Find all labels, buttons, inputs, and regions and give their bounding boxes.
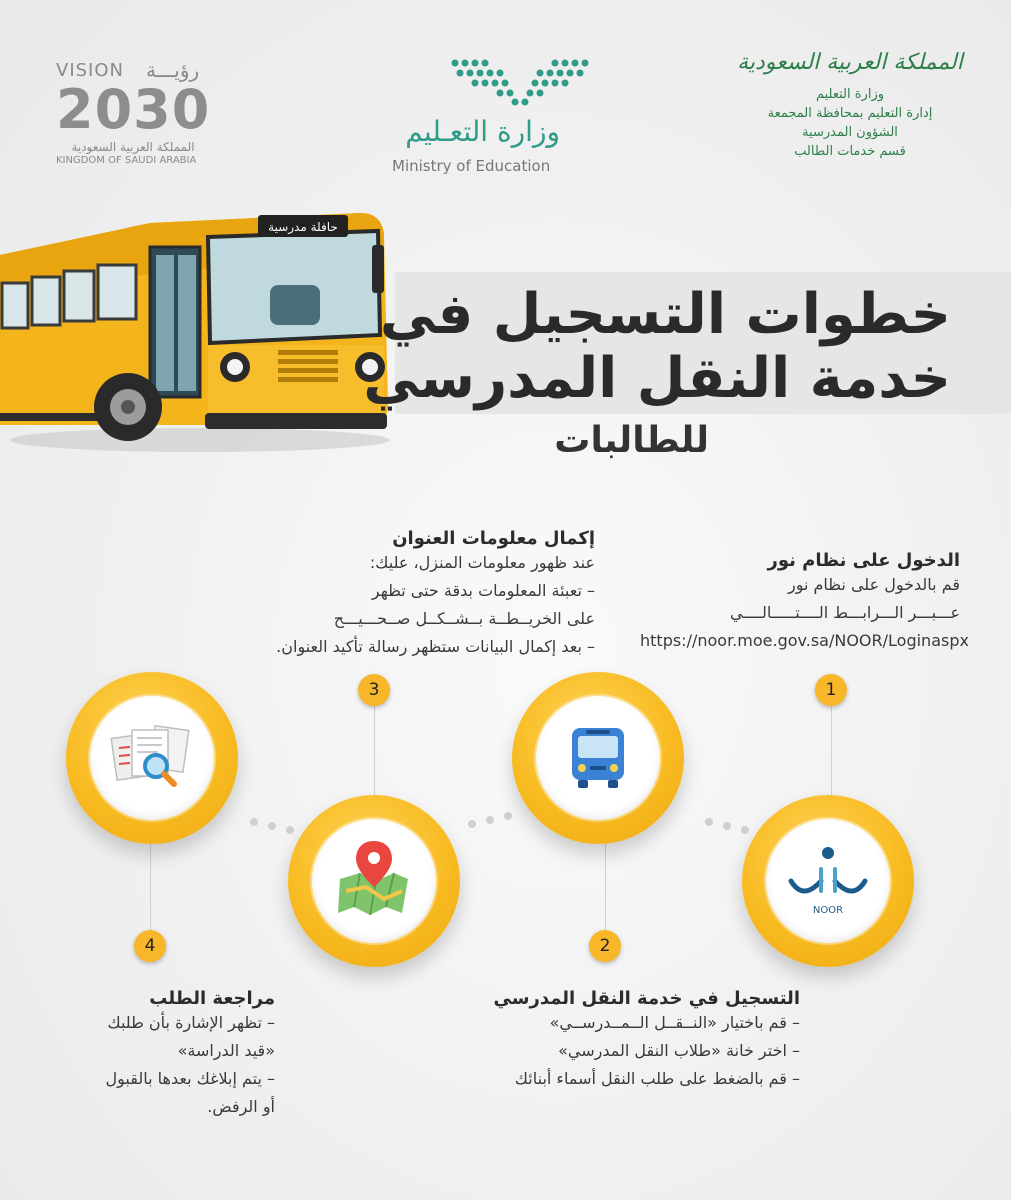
documents-search-icon [110, 722, 194, 794]
step-4-line: – تظهر الإشارة بأن طلبك [107, 1013, 275, 1032]
step-3-circle [288, 795, 460, 967]
connector-dot [468, 820, 476, 828]
connector-dot [286, 826, 294, 834]
connector-dot [741, 826, 749, 834]
connector-line [150, 835, 151, 935]
step-1-circle [742, 795, 914, 967]
noor-label: NOOR [812, 905, 844, 916]
school-bus-illustration [0, 195, 400, 465]
kingdom-line: الشؤون المدرسية [802, 125, 898, 140]
step-1-link[interactable]: https://noor.moe.gov.sa/NOOR/Loginaspx [640, 631, 969, 650]
connector-line [374, 705, 375, 800]
step-4-line: – يتم إبلاغك بعدها بالقبول [105, 1069, 275, 1088]
step-4-number: 4 [134, 930, 166, 962]
step-3-line: عند ظهور معلومات المنزل، عليك: [369, 553, 595, 572]
vision-ar-label: رؤيـــة [146, 58, 200, 82]
step-3-number: 3 [358, 674, 390, 706]
bus-icon [568, 726, 628, 790]
step-3-line: – تعبئة المعلومات بدقة حتى تظهر [371, 581, 595, 600]
vision-country-ar: المملكة العربية السعودية [71, 140, 195, 154]
step-4-title: مراجعة الطلب [149, 988, 275, 1009]
step-2-text [410, 988, 800, 1093]
connector-line [831, 705, 832, 805]
kingdom-header [735, 50, 965, 161]
title-line-1: خطوات التسجيل في [379, 282, 951, 347]
step-2-line: – قم باختيار «النــقــل الــمــدرســي» [549, 1013, 800, 1032]
ministry-name-ar: وزارة التعـليم [405, 115, 560, 148]
bus-sign-text: حافلة مدرسية [268, 220, 338, 234]
step-2-line: – اختر خانة «طلاب النقل المدرسي» [558, 1041, 800, 1060]
step-1-line: عـــبـــر الـــرابـــط الــــتـــــالــــي [729, 603, 960, 622]
connector-dot [486, 816, 494, 824]
step-1-number: 1 [815, 674, 847, 706]
connector-dot [250, 818, 258, 826]
connector-line [605, 830, 606, 935]
kingdom-line: وزارة التعليم [815, 87, 885, 102]
ministry-logo [380, 55, 600, 180]
ministry-dots-icon [445, 55, 595, 107]
step-3-line: – بعد إكمال البيانات ستظهر رسالة تأكيد العنوان. [276, 637, 595, 656]
step-3-text [190, 528, 595, 661]
connector-dot [504, 812, 512, 820]
step-2-number: 2 [589, 930, 621, 962]
kingdom-line: إدارة التعليم بمحافظة المجمعة [767, 106, 933, 121]
noor-logo-icon [783, 841, 873, 921]
step-2-line: – قم بالضغط على طلب النقل أسماء أبنائك [514, 1069, 800, 1088]
connector-dot [268, 822, 276, 830]
step-3-line: على الخريــطــة بــشــكــل صــحـــيـــح [333, 609, 595, 628]
vision-en-label: VISION [56, 60, 124, 81]
vision-year: 2030 [56, 78, 211, 141]
step-4-line: أو الرفض. [207, 1097, 275, 1116]
subtitle: للطالبات [554, 420, 709, 461]
connector-dot [705, 818, 713, 826]
connector-dot [723, 822, 731, 830]
vision-country-en: KINGDOM OF SAUDI ARABIA [56, 155, 197, 166]
ministry-name-en: Ministry of Education [392, 157, 551, 175]
step-4-line: «قيد الدراسة» [177, 1041, 275, 1060]
vision-2030-logo [56, 60, 216, 170]
map-pin-icon [336, 839, 412, 919]
step-1-text [640, 550, 969, 655]
title-line-2: خدمة النقل المدرسي [363, 346, 951, 411]
step-1-line: قم بالدخول على نظام نور [787, 575, 960, 594]
step-4-text [20, 988, 275, 1121]
step-2-circle [512, 672, 684, 844]
step-2-title: التسجيل في خدمة النقل المدرسي [493, 988, 800, 1009]
step-1-title: الدخول على نظام نور [767, 550, 960, 571]
step-3-title: إكمال معلومات العنوان [392, 528, 595, 549]
kingdom-calligraphy: المملكة العربية السعودية [737, 50, 963, 75]
kingdom-line: قسم خدمات الطالب [794, 144, 906, 159]
step-4-circle [66, 672, 238, 844]
